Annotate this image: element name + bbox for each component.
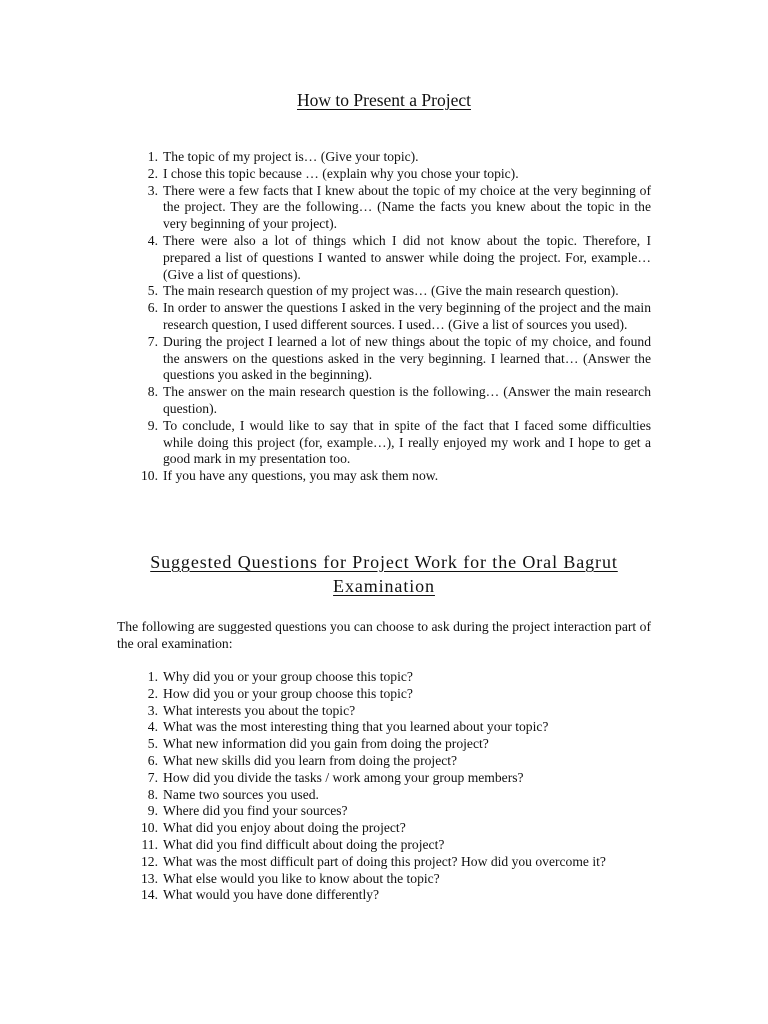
suggested-questions-list (141, 669, 651, 904)
document-title: How to Present a Project (297, 90, 471, 110)
list-item (147, 300, 651, 334)
list-item (147, 786, 651, 804)
list-item-number: 4. (147, 719, 158, 735)
list-item-number: 1. (147, 149, 158, 164)
list-item (141, 468, 651, 485)
list-item (147, 232, 651, 283)
list-item (147, 384, 651, 418)
list-item (147, 752, 651, 770)
list-item-number: 4. (147, 232, 158, 248)
list-item-number: 6. (147, 752, 158, 768)
list-item-text: During the project I learned a lot of new things about the topic of my choice, and found the answers on the questions asked in the very beginning. I learned that… (Answer the questions you asked in the beginning). (163, 333, 651, 383)
list-item (147, 283, 651, 300)
list-item-number: 2. (147, 165, 158, 181)
list-item-number: 3. (147, 182, 158, 198)
list-item (147, 333, 651, 384)
list-item-text: The main research question of my project was… (Give the main research question). (163, 283, 619, 299)
list-item (147, 149, 651, 166)
list-item-number: 8. (147, 384, 158, 400)
list-item (141, 887, 651, 904)
list-item (147, 769, 651, 787)
list-item (147, 182, 651, 233)
list-item-number: 7. (147, 769, 158, 785)
list-item-text: Why did you or your group choose this topic? (163, 669, 413, 684)
list-item-number: 8. (147, 786, 158, 802)
list-item-text: What was the most interesting thing that you learned about your topic? (163, 719, 549, 735)
list-item-text: What would you have done differently? (163, 887, 380, 903)
list-item (147, 165, 651, 183)
list-item-text: What new skills did you learn from doing the project? (163, 752, 458, 768)
list-item (147, 417, 651, 468)
list-item (147, 702, 651, 720)
list-item-text: How did you or your group choose this topic? (163, 685, 413, 701)
presentation-steps-list (141, 149, 651, 485)
list-item-text: How did you divide the tasks / work among your group members? (163, 769, 524, 785)
list-item (147, 736, 651, 753)
list-item-number: 10. (141, 820, 158, 836)
list-item-number: 5. (147, 736, 158, 752)
list-item-text: Name two sources you used. (163, 786, 319, 802)
list-item-number: 7. (147, 333, 158, 349)
list-item-text: There were also a lot of things which I did not know about the topic. Therefore, I prepared a list of questions I wanted to answer while doing the project. For, example… (Give a list of questions). (163, 232, 651, 282)
list-item-text: Where did you find your sources? (163, 803, 348, 819)
list-item (147, 685, 651, 703)
list-item-text: What new information did you gain from doing the project? (163, 736, 489, 752)
list-item (141, 820, 651, 837)
list-item-text: If you have any questions, you may ask them now. (163, 468, 439, 484)
list-item-number: 9. (147, 417, 158, 433)
list-item (141, 836, 651, 854)
list-item-number: 13. (141, 870, 158, 886)
list-item-number: 2. (147, 685, 158, 701)
list-item-text: There were a few facts that I knew about the topic of my choice at the very beginning of the project. They are the following… (Name the facts you knew about the topic in the very beginning of your project). (163, 182, 651, 232)
list-item-text: What else would you like to know about the topic? (163, 870, 440, 886)
list-item-text: What was the most difficult part of doing this project? How did you overcome it? (163, 853, 606, 869)
list-item-text: What did you enjoy about doing the project? (163, 820, 406, 836)
section-intro: The following are suggested questions you can choose to ask during the project interaction part of the oral examination: (117, 619, 651, 651)
list-item-text: To conclude, I would like to say that in spite of the fact that I faced some difficulties while doing this project (for, example…), I really enjoyed my work and I hope to get a good mark in my presentation too. (163, 417, 651, 467)
list-item-number: 1. (147, 669, 158, 684)
list-item-number: 9. (147, 803, 158, 819)
list-item-number: 3. (147, 702, 158, 718)
list-item (147, 803, 651, 820)
list-item-number: 5. (147, 283, 158, 299)
list-item (147, 719, 651, 736)
list-item-text: The topic of my project is… (Give your topic). (163, 149, 419, 164)
section-title: Suggested Questions for Project Work for the Oral Bagrut Examination (150, 552, 618, 596)
list-item-text: The answer on the main research question is the following… (Answer the main research question). (163, 384, 651, 416)
list-item-text: In order to answer the questions I asked in the very beginning of the project and the main research question, I used different sources. I used… (Give a list of sources you used). (163, 300, 651, 332)
list-item (141, 853, 651, 871)
list-item-text: What interests you about the topic? (163, 702, 356, 718)
list-item-text: I chose this topic because … (explain why you chose your topic). (163, 165, 519, 181)
list-item-number: 10. (141, 468, 158, 484)
list-item-number: 12. (141, 853, 158, 869)
list-item-number: 11. (141, 836, 158, 852)
list-item (147, 669, 651, 686)
list-item-number: 6. (147, 300, 158, 316)
list-item-text: What did you find difficult about doing the project? (163, 836, 445, 852)
list-item-number: 14. (141, 887, 158, 903)
list-item (141, 870, 651, 888)
